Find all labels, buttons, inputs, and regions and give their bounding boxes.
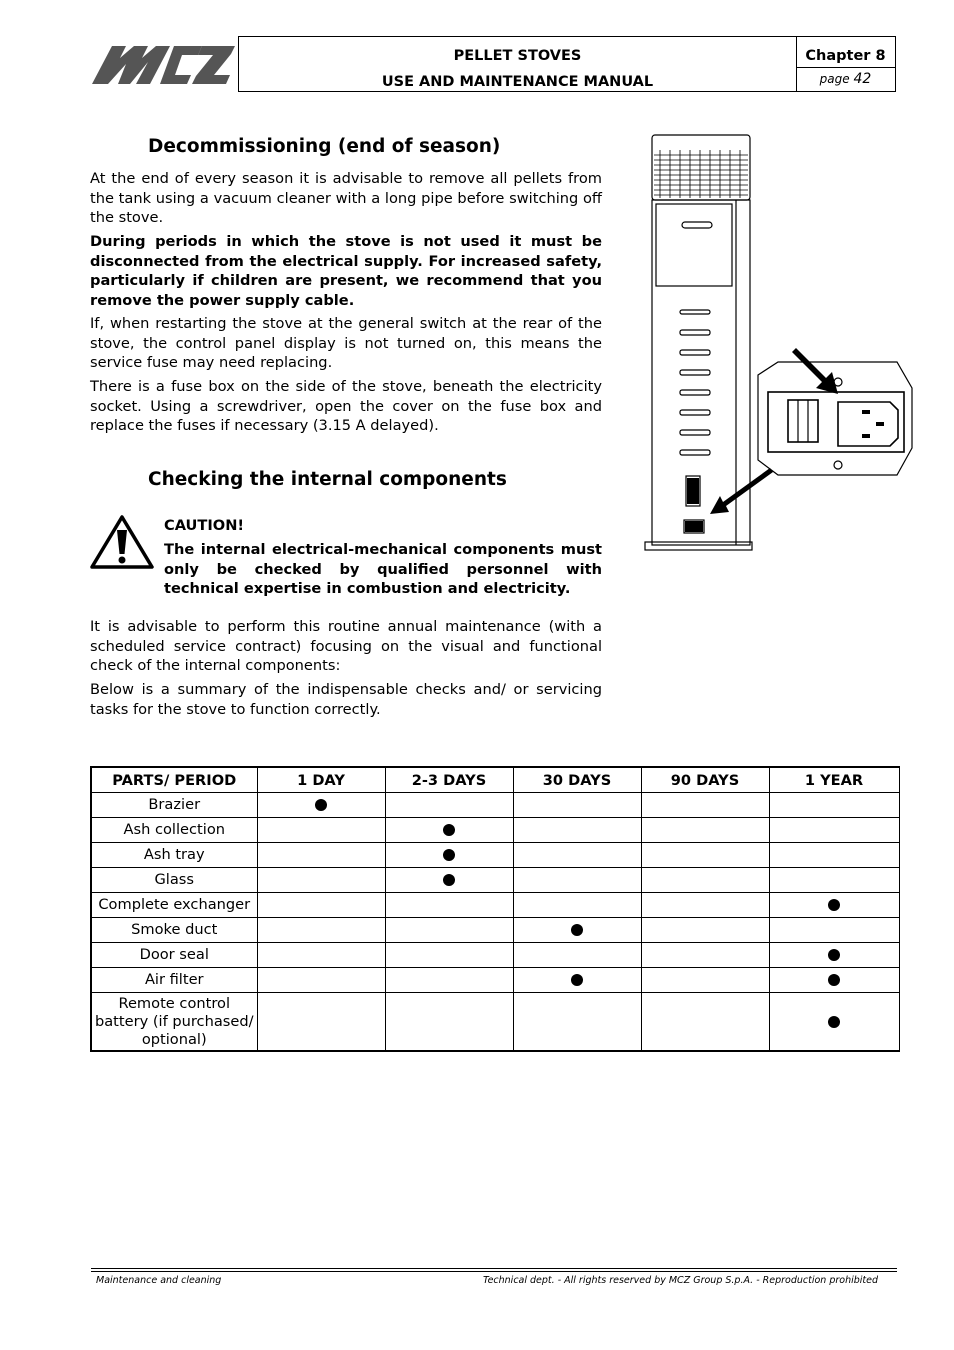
table-row bbox=[91, 843, 899, 868]
table-cell-period bbox=[513, 893, 641, 918]
table-cell-part: Brazier bbox=[91, 793, 257, 818]
table-header-cell: 2-3 DAYS bbox=[385, 767, 513, 793]
table-row bbox=[91, 968, 899, 993]
table-cell-period bbox=[257, 968, 385, 993]
maintenance-schedule-table bbox=[90, 766, 900, 1052]
mcz-logo bbox=[90, 40, 236, 88]
bullet-mark-icon bbox=[828, 974, 840, 986]
bullet-mark-icon bbox=[443, 824, 455, 836]
bullet-mark-icon bbox=[315, 799, 327, 811]
chapter-label: Chapter 8 bbox=[796, 37, 895, 68]
table-cell-period bbox=[257, 918, 385, 943]
bullet-mark-icon bbox=[828, 949, 840, 961]
table-header-row bbox=[91, 767, 899, 793]
bullet-mark-icon bbox=[571, 924, 583, 936]
table-cell-period bbox=[769, 918, 899, 943]
table-cell-period bbox=[641, 968, 769, 993]
table-cell-period bbox=[513, 868, 641, 893]
table-cell-period bbox=[513, 943, 641, 968]
bullet-mark-icon bbox=[828, 899, 840, 911]
paragraph: If, when restarting the stove at the general switch at the rear of the stove, the control panel display is not turned on, this means the service fuse may need replacing. bbox=[90, 315, 602, 371]
table-cell-period bbox=[385, 843, 513, 868]
table-row bbox=[91, 793, 899, 818]
table-cell-period bbox=[513, 793, 641, 818]
page-indicator bbox=[796, 68, 895, 90]
table-cell-period bbox=[513, 843, 641, 868]
table-header-cell: 30 DAYS bbox=[513, 767, 641, 793]
page-number: 42 bbox=[853, 71, 872, 87]
table-cell-part: Air filter bbox=[91, 968, 257, 993]
table-cell-period bbox=[769, 818, 899, 843]
footer-rule bbox=[91, 1271, 897, 1272]
table-header-cell: PARTS/ PERIOD bbox=[91, 767, 257, 793]
stove-fuse-illustration bbox=[640, 130, 915, 560]
footer-rule bbox=[91, 1268, 897, 1269]
section-title-checking: Checking the internal components bbox=[148, 469, 507, 490]
header-title-line2: USE AND MAINTENANCE MANUAL bbox=[381, 74, 654, 90]
table-cell-period bbox=[385, 868, 513, 893]
header-title-line1: PELLET STOVES bbox=[453, 48, 582, 64]
table-cell-period bbox=[257, 793, 385, 818]
table-cell-period bbox=[641, 868, 769, 893]
table-cell-period bbox=[385, 793, 513, 818]
table-cell-period bbox=[257, 993, 385, 1052]
table-cell-period bbox=[385, 968, 513, 993]
paragraph: There is a fuse box on the side of the stove, beneath the electricity socket. Using a screwdriver, open the cover on the fuse box and replace the fuses if necessary (3.15 A delayed). bbox=[90, 378, 602, 434]
table-row bbox=[91, 943, 899, 968]
table-cell-period bbox=[385, 893, 513, 918]
footer-left: Maintenance and cleaning bbox=[96, 1275, 222, 1286]
table-body bbox=[91, 793, 899, 1052]
table-cell-period bbox=[257, 818, 385, 843]
warning-icon bbox=[90, 514, 154, 570]
table-cell-period bbox=[641, 918, 769, 943]
table-header-cell: 1 DAY bbox=[257, 767, 385, 793]
table-cell-period bbox=[385, 943, 513, 968]
table-cell-period bbox=[769, 793, 899, 818]
table-cell-period bbox=[513, 993, 641, 1052]
table-cell-period bbox=[385, 918, 513, 943]
table-cell-period bbox=[385, 818, 513, 843]
table-cell-period bbox=[769, 968, 899, 993]
paragraph-warning: During periods in which the stove is not used it must be disconnected from the electrical supply. For increased safety, particularly if children are present, we recommend that you remove the power supply cable. bbox=[90, 233, 602, 309]
table-cell-part: Glass bbox=[91, 868, 257, 893]
table-cell-period bbox=[257, 843, 385, 868]
table-cell-period bbox=[769, 993, 899, 1052]
table-cell-part: Ash collection bbox=[91, 818, 257, 843]
table-cell-period bbox=[641, 943, 769, 968]
table-cell-period bbox=[641, 993, 769, 1052]
table-cell-period bbox=[513, 968, 641, 993]
table-cell-period bbox=[769, 868, 899, 893]
table-cell-period bbox=[769, 943, 899, 968]
table-cell-part: Remote control battery (if purchased/ optional) bbox=[91, 993, 257, 1052]
table-row bbox=[91, 868, 899, 893]
table-cell-period bbox=[769, 893, 899, 918]
bullet-mark-icon bbox=[443, 849, 455, 861]
table-cell-period bbox=[641, 818, 769, 843]
table-cell-period bbox=[257, 868, 385, 893]
table-cell-part: Complete exchanger bbox=[91, 893, 257, 918]
table-row bbox=[91, 993, 899, 1052]
paragraph: At the end of every season it is advisable to remove all pellets from the tank using a vacuum cleaner with a long pipe before switching off the stove. bbox=[90, 170, 602, 226]
page-label: page bbox=[819, 72, 850, 86]
caution-text: The internal electrical-mechanical components must only be checked by qualified personnel with technical expertise in combustion and electricity. bbox=[164, 541, 602, 597]
footer-right: Technical dept. - All rights reserved by MCZ Group S.p.A. - Reproduction prohibited bbox=[482, 1275, 878, 1286]
table-row bbox=[91, 893, 899, 918]
table-header-cell: 90 DAYS bbox=[641, 767, 769, 793]
header-chapter-box bbox=[796, 37, 895, 91]
table-cell-part: Smoke duct bbox=[91, 918, 257, 943]
table-cell-period bbox=[769, 843, 899, 868]
bullet-mark-icon bbox=[571, 974, 583, 986]
table-cell-period bbox=[641, 843, 769, 868]
paragraph: It is advisable to perform this routine annual maintenance (with a scheduled service contract) focusing on the visual and functional check of the internal components: bbox=[90, 618, 602, 674]
table-cell-period bbox=[385, 993, 513, 1052]
table-cell-period bbox=[513, 918, 641, 943]
bullet-mark-icon bbox=[828, 1016, 840, 1028]
caution-title: CAUTION! bbox=[164, 517, 245, 534]
header-box bbox=[238, 36, 896, 92]
table-cell-period bbox=[257, 943, 385, 968]
table-cell-period bbox=[513, 818, 641, 843]
header-title bbox=[239, 37, 797, 91]
table-cell-period bbox=[641, 893, 769, 918]
table-cell-period bbox=[257, 893, 385, 918]
table-header-cell: 1 YEAR bbox=[769, 767, 899, 793]
table-cell-part: Door seal bbox=[91, 943, 257, 968]
section-title-decommissioning: Decommissioning (end of season) bbox=[148, 136, 501, 157]
table-row bbox=[91, 918, 899, 943]
table-cell-part: Ash tray bbox=[91, 843, 257, 868]
table-row bbox=[91, 818, 899, 843]
paragraph: Below is a summary of the indispensable checks and/ or servicing tasks for the stove to function correctly. bbox=[90, 681, 602, 718]
table-cell-period bbox=[641, 793, 769, 818]
bullet-mark-icon bbox=[443, 874, 455, 886]
